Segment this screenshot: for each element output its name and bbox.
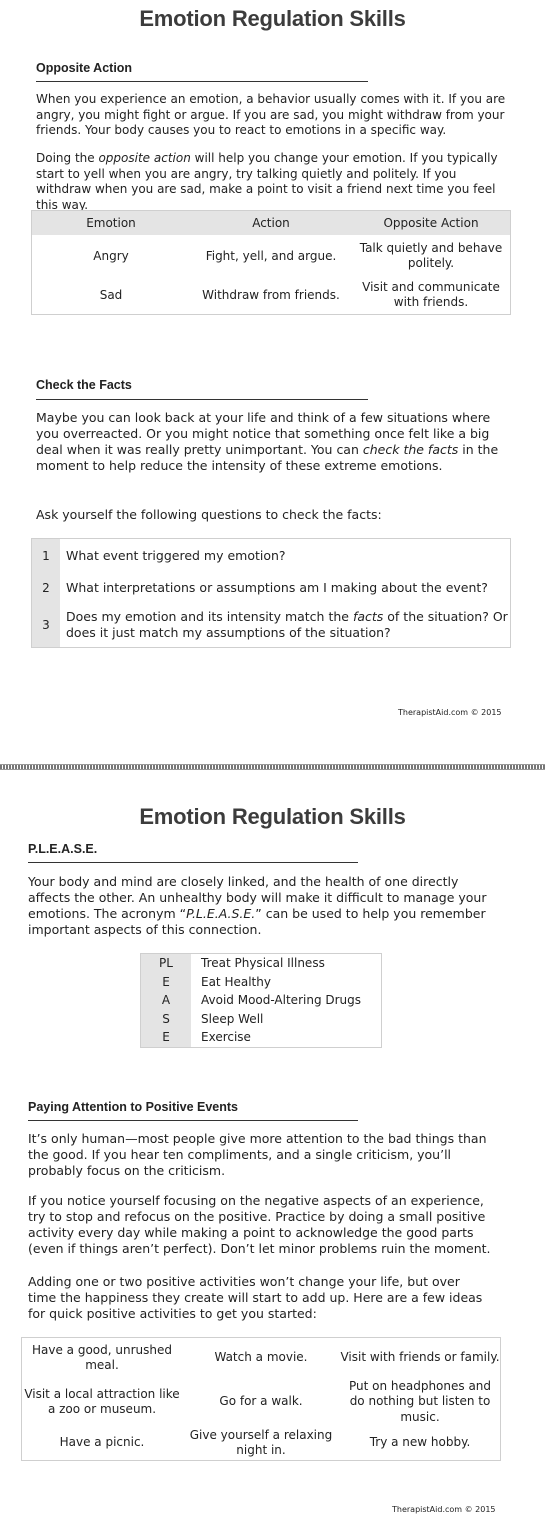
please-letter: S	[141, 1010, 191, 1029]
please-letter: A	[141, 991, 191, 1010]
please-text: Treat Physical Illness	[201, 956, 325, 971]
column-header-opposite-action: Opposite Action	[383, 215, 479, 230]
table-row	[32, 235, 510, 276]
footer-copyright: TherapistAid.com © 2015	[392, 1505, 496, 1514]
section-heading-please: P.L.E.A.S.E.	[28, 842, 98, 856]
section-heading-check-facts: Check the Facts	[36, 378, 132, 392]
question-text: Does my emotion and its intensity match the facts of the situation? Or does it just match my assumptions of the situation?	[66, 609, 508, 640]
please-row	[141, 973, 381, 992]
opposite-action-paragraph-2: Doing the opposite action will help you change your emotion. If you typically start to yell when you are angry, try talking quietly and politely. If you withdraw when you are sad, make a point to visit a friend next time you feel this way.	[36, 151, 498, 212]
column-header-action: Action	[252, 216, 290, 230]
heading-rule	[36, 81, 368, 82]
activity-cell: Visit with friends or family.	[340, 1350, 500, 1365]
question-row	[32, 573, 510, 603]
activity-cell: Put on headphones and do nothing but listen to music.	[348, 1378, 492, 1424]
question-number: 1	[32, 539, 60, 573]
question-row	[32, 539, 510, 573]
emotion-cell: Sad	[99, 288, 123, 302]
positive-paragraph-3: Adding one or two positive activities won’t change your life, but over time the happiness they create will start to add up. Here are a few ideas for quick positive activities to get you started:	[28, 1274, 483, 1321]
page-title: Emotion Regulation Skills	[139, 6, 406, 31]
activity-cell: Have a good, unrushed meal.	[32, 1342, 172, 1372]
heading-rule	[28, 1120, 358, 1121]
please-row	[141, 1028, 381, 1047]
activities-row	[22, 1378, 500, 1426]
page-divider	[0, 764, 545, 770]
action-cell: Fight, yell, and argue.	[205, 248, 337, 263]
question-number: 2	[32, 573, 60, 603]
section-heading-positive-events: Paying Attention to Positive Events	[28, 1100, 238, 1114]
footer-copyright: TherapistAid.com © 2015	[398, 708, 502, 717]
heading-rule	[28, 862, 358, 863]
column-header-emotion: Emotion	[86, 216, 136, 230]
activity-cell: Go for a walk.	[219, 1394, 303, 1409]
question-number: 3	[32, 603, 60, 647]
please-table	[140, 953, 382, 1048]
table-row	[32, 276, 510, 314]
please-text: Eat Healthy	[201, 974, 271, 989]
opposite-action-paragraph-1: When you experience an emotion, a behavior usually comes with it. If you are angry, you might fight or argue. If you are sad, you might withdraw from your friends. Your body causes you to react to emotions in a specific way.	[36, 92, 506, 137]
emotion-cell: Angry	[93, 248, 129, 263]
activities-row	[22, 1338, 500, 1378]
opposite-action-cell: Talk quietly and behave politely.	[359, 240, 503, 270]
please-letter: PL	[141, 954, 191, 973]
check-facts-paragraph-2: Ask yourself the following questions to check the facts:	[36, 507, 382, 522]
check-facts-paragraph-1: Maybe you can look back at your life and think of a few situations where you overreacted. Or you might notice that something once felt like a big deal when it was really pretty unimportant. You can check the facts in the moment to help reduce the intensity of these extreme emotions.	[36, 410, 499, 473]
activities-row	[22, 1426, 500, 1460]
activity-cell: Have a picnic.	[59, 1435, 145, 1450]
opposite-action-table	[31, 210, 511, 315]
section-heading-opposite-action: Opposite Action	[36, 61, 133, 75]
activity-cell: Watch a movie.	[214, 1350, 308, 1365]
check-facts-questions-table	[31, 538, 511, 648]
activity-cell: Give yourself a relaxing night in.	[189, 1427, 333, 1457]
page-title: Emotion Regulation Skills	[139, 804, 406, 829]
question-text: What interpretations or assumptions am I making about the event?	[66, 580, 488, 595]
action-cell: Withdraw from friends.	[202, 288, 340, 302]
please-text: Exercise	[201, 1030, 251, 1045]
please-row	[141, 954, 381, 973]
positive-paragraph-1: It’s only human—most people give more attention to the bad things than the good. If you hear ten compliments, and a single criticism, you’ll probably focus on the criticism.	[28, 1131, 487, 1178]
positive-paragraph-2: If you notice yourself focusing on the negative aspects of an experience, try to stop and refocus on the positive. Practice by doing a small positive activity every day while making a point to acknowledge the good parts (even if things aren’t perfect). Don’t let minor problems ruin the moment.	[28, 1193, 491, 1256]
please-text: Avoid Mood-Altering Drugs	[201, 993, 362, 1008]
positive-activities-table	[21, 1337, 501, 1461]
question-text: What event triggered my emotion?	[66, 548, 286, 563]
activity-cell: Try a new hobby.	[369, 1435, 471, 1450]
please-paragraph: Your body and mind are closely linked, and the health of one directly affects the other. An unhealthy body will make it difficult to manage your emotions. The acronym “P.L.E.A.S.E.” can be used to help you remember important aspects of this connection.	[28, 874, 487, 937]
please-row	[141, 991, 381, 1010]
please-letter: E	[141, 1028, 191, 1047]
opposite-action-cell: Visit and communicate with friends.	[362, 280, 500, 309]
activity-cell: Visit a local attraction like a zoo or museum.	[24, 1386, 180, 1416]
heading-rule	[36, 399, 368, 400]
question-row	[32, 603, 510, 647]
table-header-row	[32, 211, 510, 235]
please-text: Sleep Well	[201, 1011, 264, 1026]
please-letter: E	[141, 973, 191, 992]
please-row	[141, 1010, 381, 1029]
